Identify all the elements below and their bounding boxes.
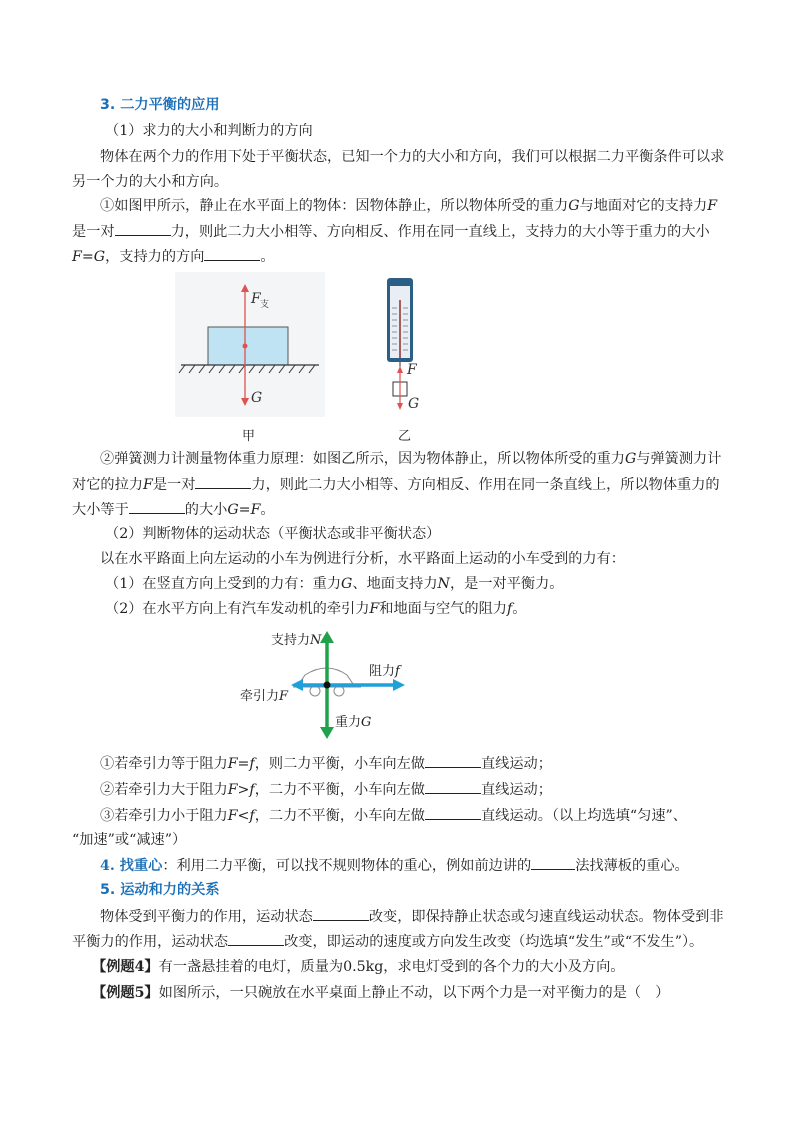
text: 。 <box>260 249 275 265</box>
section-5-p2 <box>72 931 703 952</box>
text: 与地面对它的支持力 <box>579 198 708 214</box>
text: （2）在水平方向上有汽车发动机的牵引力 <box>105 601 370 617</box>
figure-yi <box>375 278 435 413</box>
question-2 <box>100 779 552 800</box>
subheading-2: （2）判断物体的运动状态（平衡状态或非平衡状态） <box>105 526 441 542</box>
symbol-f: F <box>369 601 380 617</box>
figure-jia <box>175 272 325 417</box>
symbol-n: N <box>437 576 450 592</box>
text: 物体受到平衡力的作用，运动状态 <box>100 909 313 925</box>
formula: F>f <box>227 782 255 798</box>
label-f: F <box>407 362 417 378</box>
example-5-text: 如图所示，一只碗放在水平桌面上静止不动，以下两个力是一对平衡力的是（ ） <box>158 985 670 1001</box>
text: 与弹簧测力计 <box>636 451 722 467</box>
paragraph-1a: 物体在两个力的作用下处于平衡状态，已知一个力的大小和方向，我们可以根据二力平衡条件可以求 <box>100 149 725 165</box>
symbol-g: G <box>568 198 580 214</box>
text: 平衡力的作用，运动状态 <box>72 934 229 950</box>
text: 改变，即运动的速度或方向发生改变（均选填“发生”或“不发生”）。 <box>284 934 704 950</box>
text: ，支持力的方向 <box>105 249 205 265</box>
text: 是一对 <box>152 477 196 493</box>
section-5-title: 5. 运动和力的关系 <box>100 882 220 898</box>
text: 直线运动； <box>480 782 552 798</box>
answer-blank[interactable] <box>195 474 251 489</box>
paragraph-3a <box>100 449 721 469</box>
text: ：利用二力平衡，可以找不规则物体的重心，例如前边讲的 <box>162 858 532 874</box>
paragraph-2c <box>72 246 275 267</box>
section-4 <box>100 855 689 876</box>
arrow-head <box>320 727 334 739</box>
answer-blank[interactable] <box>115 221 171 236</box>
text: ，则二力平衡，小车向左做 <box>254 756 425 772</box>
car-force-diagram <box>235 625 415 743</box>
formula: F=G <box>72 249 106 265</box>
answer-blank[interactable] <box>204 246 260 261</box>
arrow-head <box>397 403 403 410</box>
text: 。 <box>260 502 275 518</box>
formula: F=f <box>227 756 255 772</box>
example-4-label: 【例题4】 <box>92 959 159 975</box>
text: 改变，即保持静止状态或匀速直线运动状态。物体受到非 <box>368 909 724 925</box>
paragraph-5 <box>105 574 563 594</box>
text: 法找薄板的重心。 <box>575 858 689 874</box>
text: ②若牵引力大于阻力 <box>100 782 228 798</box>
formula: G=F <box>227 502 261 518</box>
text: 、地面支持力 <box>352 576 438 592</box>
section-5-p1 <box>100 906 724 927</box>
text: （1）在竖直方向上受到的力有：重力 <box>105 576 342 592</box>
question-1 <box>100 753 552 774</box>
caption-jia: 甲 <box>242 429 256 444</box>
arrow-head <box>397 366 403 373</box>
text: ，二力不平衡，小车向左做 <box>254 782 425 798</box>
text: ①如图甲所示，静止在水平面上的物体：因物体静止，所以物体所受的重力 <box>100 198 569 214</box>
label-resistance: 阻力f <box>369 664 400 679</box>
paragraph-2b <box>72 221 710 242</box>
text: 。 <box>512 601 527 617</box>
text: 直线运动； <box>480 756 552 772</box>
section-4-title: 4. 找重心 <box>100 858 163 874</box>
example-4 <box>92 957 625 977</box>
answer-blank[interactable] <box>228 931 284 946</box>
answer-blank[interactable] <box>129 499 185 514</box>
example-5-label: 【例题5】 <box>92 985 159 1001</box>
center-dot <box>324 682 331 689</box>
text: ，二力不平衡，小车向左做 <box>254 808 425 824</box>
text: ②弹簧测力计测量物体重力原理：如图乙所示，因为物体静止，所以物体所受的重力 <box>100 451 625 467</box>
formula: F<f <box>227 808 255 824</box>
text: 直线运动。（以上均选填“匀速”、 <box>480 808 687 824</box>
symbol-f-small: f <box>506 601 513 617</box>
arrow-head <box>320 631 334 643</box>
label-traction: 牵引力F <box>240 689 289 704</box>
label-support: 支持力N <box>271 633 322 648</box>
question-3-cont: “加速”或“减速”） <box>72 832 187 848</box>
label-f-sub: 支 <box>260 300 270 310</box>
answer-blank[interactable] <box>313 906 369 921</box>
center-dot <box>243 344 248 349</box>
symbol-g: G <box>341 576 353 592</box>
block <box>208 327 288 365</box>
label-gravity: 重力G <box>335 715 372 730</box>
answer-blank[interactable] <box>425 753 481 768</box>
arrow-head <box>393 679 405 691</box>
symbol-f: F <box>142 477 153 493</box>
paragraph-4: 以在水平路面上向左运动的小车为例进行分析，水平路面上运动的小车受到的力有： <box>100 551 625 567</box>
caption-yi: 乙 <box>398 429 412 444</box>
paragraph-2a <box>100 196 717 216</box>
text: 力，则此二力大小相等、方向相反、作用在同一条直线上，所以物体重力的 <box>251 477 720 493</box>
text: 的大小 <box>184 502 228 518</box>
label-f: F <box>251 291 261 307</box>
text: 力，则此二力大小相等、方向相反、作用在同一直线上，支持力的大小等于重力的大小 <box>170 224 710 240</box>
paragraph-1b: 另一个力的大小和方向。 <box>72 174 229 190</box>
text: ，是一对平衡力。 <box>449 576 564 592</box>
text: ①若牵引力等于阻力 <box>100 756 228 772</box>
arrow-head <box>291 679 303 691</box>
text: 大小等于 <box>72 502 129 518</box>
text: 对它的拉力 <box>72 477 143 493</box>
symbol-f: F <box>707 198 718 214</box>
answer-blank[interactable] <box>531 855 575 870</box>
subheading-1: （1）求力的大小和判断力的方向 <box>105 123 313 139</box>
label-g: G <box>408 396 420 412</box>
example-5 <box>92 983 669 1003</box>
section-3-title: 3. 二力平衡的应用 <box>100 97 220 113</box>
example-4-text: 有一盏悬挂着的电灯，质量为0.5kg，求电灯受到的各个力的大小及方向。 <box>158 959 625 975</box>
text: 和地面与空气的阻力 <box>379 601 507 617</box>
question-3 <box>100 805 687 826</box>
symbol-g: G <box>624 451 637 467</box>
paragraph-3c <box>72 499 275 520</box>
text: ③若牵引力小于阻力 <box>100 808 228 824</box>
paragraph-3b <box>72 474 720 495</box>
answer-blank[interactable] <box>425 779 481 794</box>
paragraph-6 <box>105 599 526 619</box>
label-g: G <box>251 390 263 406</box>
answer-blank[interactable] <box>425 805 481 820</box>
text: 是一对 <box>72 224 115 240</box>
